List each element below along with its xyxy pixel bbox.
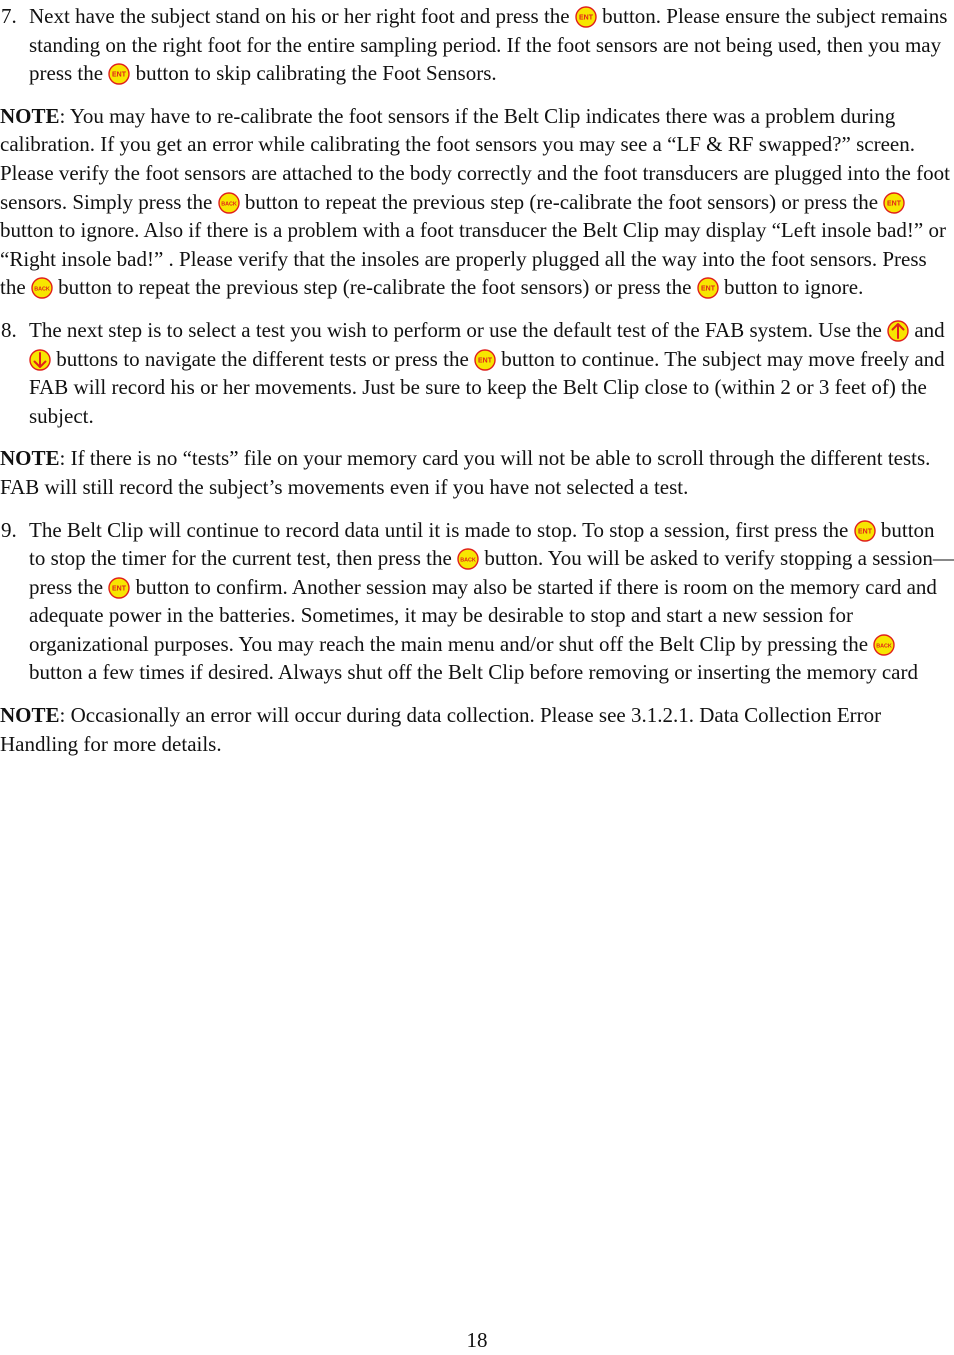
- text-run: buttons to navigate the different tests or press the: [51, 346, 475, 371]
- svg-text:ENT: ENT: [887, 199, 902, 207]
- numbered-step: [0, 516, 954, 688]
- svg-text:BACK: BACK: [220, 200, 237, 207]
- note-paragraph: [0, 102, 954, 302]
- document-body: [0, 2, 954, 758]
- down-arrow-button-icon: [29, 349, 51, 371]
- numbered-step: [0, 2, 954, 88]
- svg-text:ENT: ENT: [478, 356, 493, 364]
- ent-button-icon: [474, 349, 496, 371]
- svg-text:ENT: ENT: [578, 14, 593, 22]
- back-button-icon: [218, 192, 240, 214]
- ent-button-icon: [108, 577, 130, 599]
- text-run: and: [909, 317, 945, 342]
- text-run: : You may have to re-calibrate the foot sensors if the Belt Clip indicates there was a problem during calibration. If you get an error while calibrating the foot sensors you may see a “LF & RF swapped?” screen. Please verify the foot sensors are attached to the body correctly and the foot transducers are plugged into the foot sensors. Simply press the: [0, 103, 950, 214]
- text-run: : If there is no “tests” file on your memory card you will not be able to scroll through the different tests. FAB will still record the subject’s movements even if you have not selected a test.: [0, 446, 931, 499]
- svg-text:ENT: ENT: [700, 285, 715, 293]
- note-label: NOTE: [0, 103, 60, 128]
- text-run: button to continue. The subject may move freely and FAB will record his or her movements. Just be sure to keep the Belt Clip close to (within 2 or 3 feet of) the subject.: [29, 346, 945, 428]
- back-button-icon: [31, 277, 53, 299]
- text-run: button a few times if desired. Always shut off the Belt Clip before removing or inserting the memory card: [29, 660, 918, 685]
- svg-text:ENT: ENT: [857, 527, 872, 535]
- text-run: button to repeat the previous step (re-calibrate the foot sensors) or press the: [52, 275, 697, 300]
- note-paragraph: [0, 701, 954, 758]
- numbered-step: [0, 316, 954, 430]
- step-number: 7.: [1, 4, 17, 28]
- text-run: button to confirm. Another session may also be started if there is room on the memory card and adequate power in the batteries. Sometimes, it may be desirable to stop and start a new session for organizational purposes. You may reach the main menu and/or shut off the Belt Clip by pressing the: [29, 574, 937, 656]
- document-page: [0, 2, 954, 772]
- step-number: 8.: [1, 317, 17, 342]
- ent-button-icon: [575, 6, 597, 28]
- ent-button-icon: [883, 192, 905, 214]
- back-button-icon: [873, 634, 895, 656]
- svg-text:ENT: ENT: [112, 585, 127, 593]
- text-run: button to repeat the previous step (re-calibrate the foot sensors) or press the: [239, 189, 884, 214]
- text-run: button to ignore.: [718, 275, 864, 300]
- back-button-icon: [457, 548, 479, 570]
- text-run: : Occasionally an error will occur during data collection. Please see 3.1.2.1. Data Collection Error Handling for more details.: [0, 703, 882, 756]
- text-run: The Belt Clip will continue to record data until it is made to stop. To stop a session, first press the: [29, 517, 854, 542]
- text-run: button. Please ensure the subject remains standing on the right foot for the entire sampling period. If the foot sensors are not being used, then you may press the: [29, 4, 948, 86]
- svg-text:BACK: BACK: [876, 643, 893, 650]
- note-paragraph: [0, 444, 954, 501]
- ent-button-icon: [108, 63, 130, 85]
- step-number: 9.: [1, 517, 17, 542]
- svg-text:BACK: BACK: [34, 286, 50, 293]
- svg-text:ENT: ENT: [112, 71, 127, 79]
- ent-button-icon: [854, 520, 876, 542]
- text-run: button. You will be asked to verify stopping a session—press the: [29, 546, 954, 599]
- text-run: button to ignore. Also if there is a problem with a foot transducer the Belt Clip may display “Left insole bad!” or “Right insole bad!” . Please verify that the insoles are properly plugged all the way into the foot sensors. Press the: [0, 218, 946, 300]
- svg-text:BACK: BACK: [460, 557, 476, 564]
- text-run: The next step is to select a test you wish to perform or use the default test of the FAB system. Use the: [29, 317, 888, 342]
- text-run: button to skip calibrating the Foot Sensors.: [130, 61, 497, 86]
- step-text: [29, 316, 954, 430]
- text-run: Next have the subject stand on his or her right foot and press the: [29, 4, 575, 28]
- step-text: [29, 2, 954, 88]
- step-text: [29, 516, 954, 688]
- up-arrow-button-icon: [887, 320, 909, 342]
- note-label: NOTE: [0, 703, 60, 728]
- text-run: button to stop the timer for the current test, then press the: [29, 517, 935, 571]
- ent-button-icon: [697, 277, 719, 299]
- page-number: 18: [466, 1328, 488, 1352]
- note-label: NOTE: [0, 446, 60, 471]
